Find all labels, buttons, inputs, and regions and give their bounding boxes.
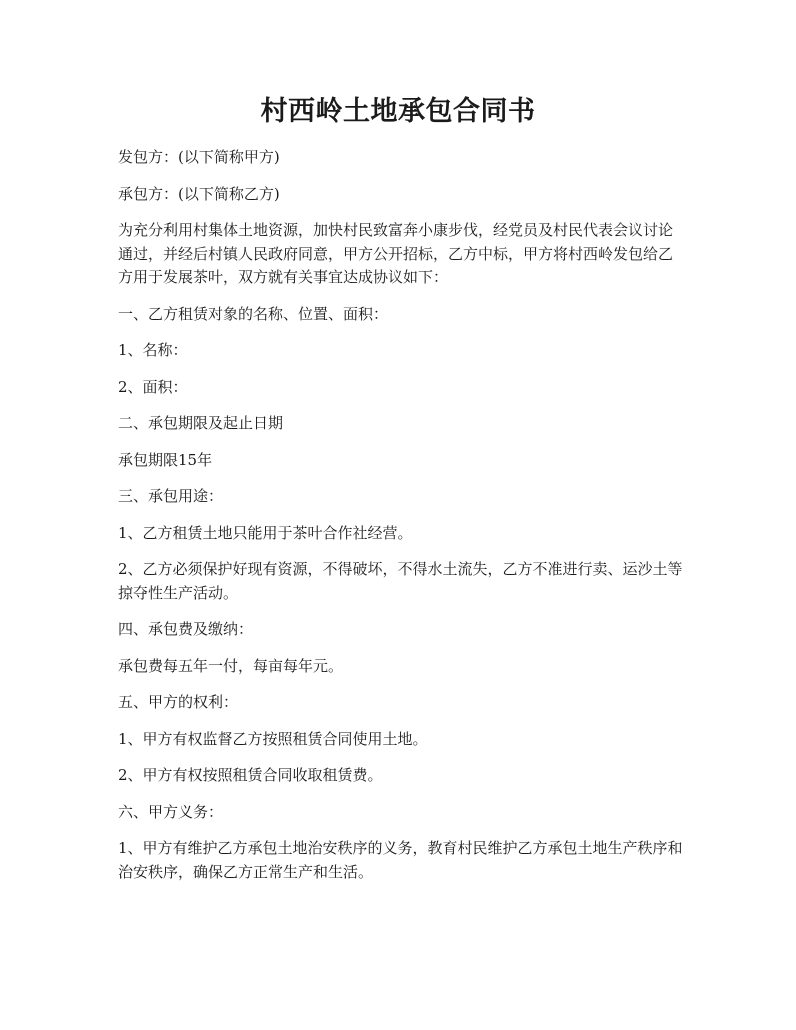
section-2-heading: 二、承包期限及起止日期 bbox=[118, 414, 284, 432]
section-1-heading: 一、乙方租赁对象的名称、位置、面积： bbox=[118, 304, 389, 323]
section-5-item-1: 1、甲方有权监督乙方按照租赁合同使用土地。 bbox=[118, 729, 428, 748]
section-1-item-name: 1、名称： bbox=[118, 341, 188, 359]
document-title: 村西岭土地承包合同书 bbox=[260, 96, 536, 127]
document-body bbox=[118, 146, 683, 897]
party-b-line: 承包方：(以下简称乙方) bbox=[118, 184, 280, 203]
section-1-item-area: 2、面积： bbox=[118, 377, 188, 396]
section-3-item-1: 1、乙方租赁土地只能用于茶叶合作社经营。 bbox=[118, 523, 413, 542]
section-5-heading: 五、甲方的权利： bbox=[118, 693, 239, 711]
section-6-heading: 六、甲方义务： bbox=[118, 802, 224, 821]
section-3-heading: 三、承包用途： bbox=[118, 487, 224, 505]
preamble-paragraph: 为充分利用村集体土地资源，加快村民致富奔小康步伐，经党员及村民代表会议讨论通过，并经后村镇人民政府同意，甲方公开招标，乙方中标，甲方将村西岭发包给乙方用于发展茶叶，双方就有关事宜达成协议如下： bbox=[118, 221, 674, 286]
section-6-item-1: 1、甲方有维护乙方承包土地治安秩序的义务，教育村民维护乙方承包土地生产秩序和治安秩序，确保乙方正常生产和生活。 bbox=[118, 839, 683, 881]
section-4-heading: 四、承包费及缴纳： bbox=[118, 620, 254, 638]
section-4-fee: 承包费每五年一付，每亩每年元。 bbox=[118, 656, 344, 675]
section-5-item-2: 2、甲方有权按照租赁合同收取租赁费。 bbox=[118, 766, 383, 784]
party-a-line: 发包方：(以下简称甲方) bbox=[118, 148, 280, 166]
section-3-item-2: 2、乙方必须保护好现有资源，不得破坏，不得水土流失，乙方不准进行卖、运沙土等掠夺性生产活动。 bbox=[118, 560, 683, 602]
section-2-term: 承包期限15年 bbox=[118, 450, 213, 469]
